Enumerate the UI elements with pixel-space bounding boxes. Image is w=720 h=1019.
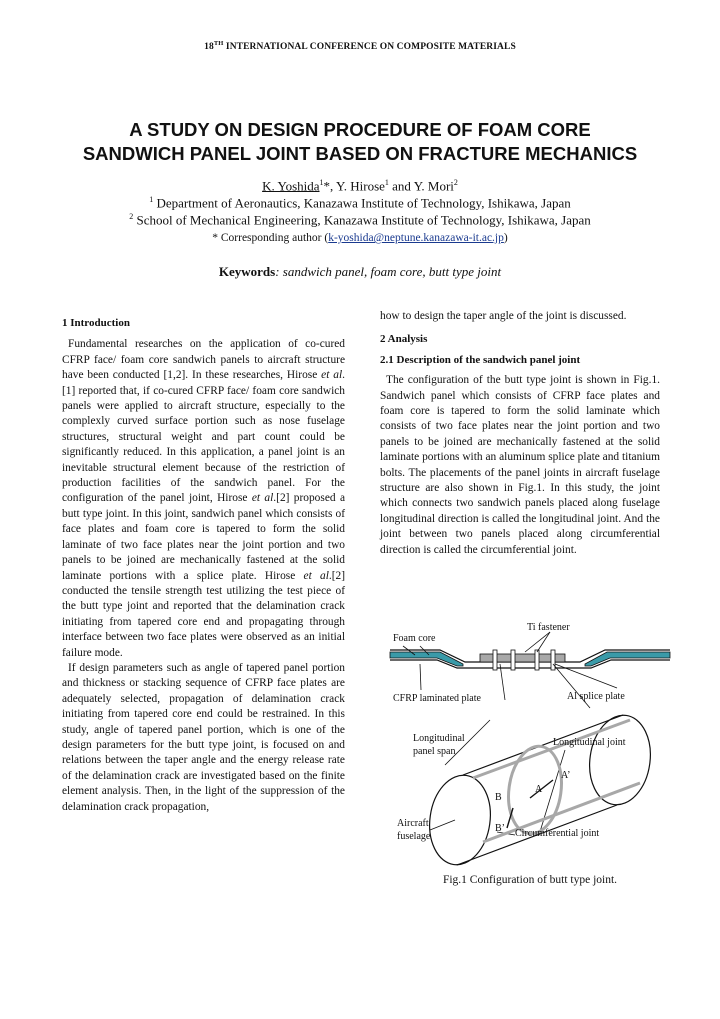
intro-paragraph-1: Fundamental researches on the application of co-cured CFRP face/ foam core sandwich panels to aircraft structure have been conducted [1,2]. In these researches, Hirose et al.[1] reported that, if co-cured CFRP face/ foam core sandwich panels were applied to aircraft structure, especially to the complexly curved surface portion such as nose fuselage structures, structural weight and part count could be significantly reduced. In this application, a panel joint is an inevitable structural element because of the restriction of production facilities of the sandwich panel. For the configuration of the panel joint, Hirose et al.[2] proposed a butt type joint. In this joint, sandwich panel which consists of face plates and foam core is tapered to form the solid laminate of two face plates near the joint portion and two panels to be joined are mechanically fastened at the solid laminate portions with a splice plate. Hirose et al.[2] conducted the tensile strength test utilizing the test piece of the butt type joint and reported that the delamination crack initiating from tapered core end and propagating through interface between two face plates were observed as an initial failure mode. (62, 338, 346, 659)
keywords: Keywords: sandwich panel, foam core, butt type joint (218, 264, 502, 279)
intro-paragraph-2: If design parameters such as angle of tapered panel portion and thickness or stacking sequence of CFRP face plates are adequately selected, propagation of delamination crack initiating from tapered core end could be restrained. In this study, angle of tapered panel portion, which is one of the design parameters for the butt type joint, is focused on and relations between the taper angle and the energy release rate of the delamination crack are investigated based on the finite element analysis. Then, in the light of the suppression of the delamination crack propagation, (62, 661, 345, 813)
label-ti-fastener: Ti fastener (527, 622, 570, 633)
figure-caption: Fig.1 Configuration of butt type joint. (442, 874, 618, 886)
label-cfrp: CFRP laminated plate (393, 693, 481, 704)
figure-1 (385, 620, 675, 910)
label-circ-joint: Circumferential joint (515, 828, 600, 839)
label-aircraft-1: Aircraft (397, 818, 429, 829)
affiliation-2: $^2$ School of Mechanical Engineering, Kanazawa Institute of Technology, Ishikawa, Japan (129, 212, 591, 228)
left-foam-core (390, 652, 463, 666)
analysis-paragraph-1: The configuration of the butt type joint is shown in Fig.1. Sandwich panel which consists of CFRP face plates and foam core is tapered to form the solid laminate which consists of two face plates near the joint portion and two panels to be joined are mechanically fastened at the solid laminate portions with an aluminum splice plate and titanium bolts. The placements of the panel joints in aircraft fuselage structure are also shown in Fig.1. In this study, the joint which connects two sandwich panels placed along fuselage longitudinal direction is called the longitudinal joint. And the joint between two panels placed along circumferential direction is called the circumferential joint. (380, 374, 660, 556)
label-a-prime: A’ (561, 770, 571, 781)
subsection-heading: 2.1 Description of the sandwich panel joint (380, 353, 581, 366)
section-heading-introduction: 1 Introduction (62, 317, 130, 329)
section-heading-analysis: 2 Analysis (380, 333, 428, 346)
fastener-1 (493, 650, 497, 670)
label-b-prime: B’ (495, 823, 505, 834)
paper-title (40, 118, 680, 166)
label-long-span-1: Longitudinal (413, 733, 465, 744)
right-paragraph-0: how to design the taper angle of the joint is discussed. (380, 310, 627, 322)
label-a: A (535, 784, 543, 795)
label-b: B (495, 792, 502, 803)
email-link[interactable]: k-yoshida@neptune.kanazawa-it.ac.jp (328, 232, 504, 244)
fastener-3 (535, 650, 539, 670)
title-line-1: A STUDY ON DESIGN PROCEDURE OF FOAM CORE (129, 119, 591, 140)
label-aircraft-2: fuselage (397, 831, 431, 842)
panel-cross-section (390, 650, 670, 670)
title-line-2: SANDWICH PANEL JOINT BASED ON FRACTURE MECHANICS (82, 143, 638, 164)
affiliation-1: $^1$ Department of Aeronautics, Kanazawa Institute of Technology, Ishikawa, Japan (149, 195, 571, 211)
label-long-span-2: panel span (413, 746, 456, 757)
right-column (380, 309, 660, 558)
fastener-4 (551, 650, 555, 670)
label-al-splice: Al splice plate (567, 691, 625, 702)
conference-header: 18TH INTERNATIONAL CONFERENCE ON COMPOSITE MATERIALS (204, 40, 516, 53)
left-column (62, 316, 345, 815)
corresponding-author: * Corresponding author (k-yoshida@neptune.kanazawa-it.ac.jp) (212, 232, 508, 244)
fastener-2 (511, 650, 515, 670)
author-list: K. Yoshida$^1$*, Y. Hirose$^1$ and Y. Mori$^2$ (262, 178, 458, 194)
label-foam-core: Foam core (393, 633, 436, 644)
label-long-joint: Longitudinal joint (553, 737, 626, 748)
